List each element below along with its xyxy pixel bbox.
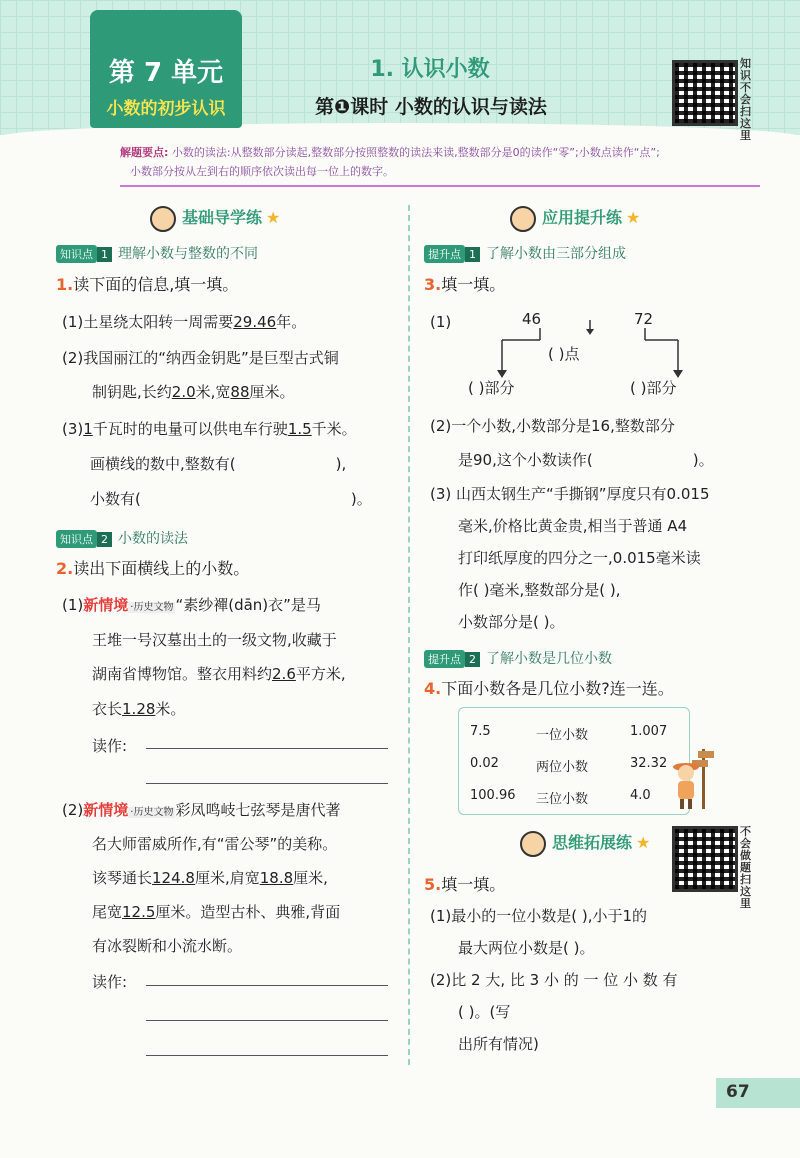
question-3: 3.填一填。 (424, 275, 506, 294)
match-left-item[interactable]: 100.96 (470, 788, 516, 803)
match-right-item[interactable]: 1.007 (630, 724, 668, 739)
answer-line[interactable] (146, 783, 388, 784)
q5-item1-line1: (1)最小的一位小数是( ),小于1的 (430, 907, 648, 925)
q1-integers-line: 画横线的数中,整数有( ), (90, 455, 347, 473)
q3-part-left[interactable]: ( )部分 (468, 379, 515, 397)
q1-item2-line2: 制钥匙,长约2.0米,宽88厘米。 (92, 383, 295, 401)
key-points-line1: 小数的读法:从整数部分读起,整数部分按照整数的读法来读,整数部分是0的读作“零”;小数点读作“点”; (171, 146, 660, 159)
match-left-item[interactable]: 0.02 (470, 756, 499, 771)
question-2: 2.读出下面横线上的小数。 (56, 559, 250, 578)
star-icon: ★ (266, 208, 281, 227)
section-applied: 应用提升练 ★ (510, 205, 640, 231)
q3-item2-line1: (2)一个小数,小数部分是16,整数部分 (430, 417, 675, 435)
lesson-subtitle: 第❶课时 小数的认识与读法 (315, 96, 547, 118)
improvement-point-2: 提升点 2 了解小数是几位小数 (424, 648, 612, 668)
star-icon: ★ (626, 208, 641, 227)
q3-item2-line2: 是90,这个小数读作( )。 (458, 451, 714, 469)
child-face-icon (520, 831, 546, 857)
knowledge-point-2: 知识点 2 小数的读法 (56, 528, 188, 548)
q3-number-46: 46 (522, 310, 542, 328)
q5-item2-line1: (2)比 2 大, 比 3 小 的 一 位 小 数 有 (430, 971, 678, 989)
section-basic: 基础导学练 ★ (150, 205, 280, 231)
answer-line[interactable] (146, 748, 388, 749)
key-points-label: 解题要点: (120, 146, 169, 159)
q2-item2-line5: 有冰裂断和小流水断。 (92, 937, 243, 955)
q1-item2-line1: (2)我国丽江的“纳西金钥匙”是巨型古式铜 (62, 349, 339, 367)
match-right-item[interactable]: 32.32 (630, 756, 668, 771)
page-number: 67 (726, 1082, 750, 1102)
answer-line[interactable] (146, 1020, 388, 1021)
q5-item2-line3: 出所有情况) (458, 1035, 539, 1053)
match-mid-item[interactable]: 一位小数 (536, 728, 589, 743)
improvement-point-1: 提升点 1 了解小数由三部分组成 (424, 243, 626, 263)
qr-code-icon[interactable] (672, 826, 738, 892)
q2-item2-line1: (2)新情境 ·历史文物 彩凤鸣岐七弦琴是唐代著 (62, 801, 341, 819)
section-thinking: 思维拓展练 ★ (520, 830, 650, 856)
q3-item3-line3: 打印纸厚度的四分之一,0.015毫米读 (458, 549, 701, 567)
child-face-icon (510, 206, 536, 232)
q2-item2-line4: 尾宽12.5厘米。造型古朴、典雅,背面 (92, 903, 341, 921)
girl-illustration-icon (668, 745, 718, 815)
match-mid-item[interactable]: 三位小数 (536, 792, 589, 807)
qr-caption: 不会做题扫这里 (740, 825, 751, 910)
question-4: 4.下面小数各是几位小数?连一连。 (424, 679, 674, 698)
column-divider (408, 205, 410, 1065)
q2-item2-line2: 名大师雷威所作,有“雷公琴”的美称。 (92, 835, 338, 853)
q3-item3-line1: (3) 山西太钢生产“手撕钢”厚度只有0.015 (430, 485, 710, 503)
q2-item1-line4: 衣长1.28米。 (92, 700, 186, 718)
match-right-item[interactable]: 4.0 (630, 788, 651, 803)
answer-line[interactable] (146, 1055, 388, 1056)
match-mid-item[interactable]: 两位小数 (536, 760, 589, 775)
q3-item3-line4: 作( )毫米,整数部分是( ), (458, 581, 621, 599)
q1-item3-line1: (3)1千瓦时的电量可以供电车行驶1.5千米。 (62, 420, 357, 438)
key-points-line2: 小数部分按从左到右的顺序依次读出每一位上的数字。 (130, 165, 394, 178)
read-label: 读作: (92, 737, 128, 755)
q3-diagram-arrows (490, 320, 690, 380)
star-icon: ★ (636, 833, 651, 852)
q3-item3-line5: 小数部分是( )。 (458, 613, 565, 631)
q3-number-72: 72 (634, 310, 654, 328)
q2-item1-line3: 湖南省博物馆。整衣用料约2.6平方米, (92, 665, 346, 683)
read-label: 读作: (92, 973, 128, 991)
q1-decimals-line: 小数有( )。 (90, 490, 372, 508)
question-5: 5.填一填。 (424, 875, 506, 894)
q5-item1-line2: 最大两位小数是( )。 (458, 939, 595, 957)
q3-part-right[interactable]: ( )部分 (630, 379, 677, 397)
q2-item1-line1: (1)新情境 ·历史文物 “素纱襌(dān)衣”是马 (62, 596, 321, 614)
qr-code-icon[interactable] (672, 60, 738, 126)
q3-dot-blank[interactable]: ( )点 (548, 345, 580, 363)
q3-item3-line2: 毫米,价格比黄金贵,相当于普通 A4 (458, 517, 688, 535)
q2-item2-line3: 该琴通长124.8厘米,肩宽18.8厘米, (92, 869, 328, 887)
answer-line[interactable] (146, 985, 388, 986)
question-1: 1.读下面的信息,填一填。 (56, 275, 239, 294)
qr-caption: 知识不会扫这里 (740, 57, 751, 142)
match-left-item[interactable]: 7.5 (470, 724, 491, 739)
knowledge-point-1: 知识点 1 理解小数与整数的不同 (56, 243, 258, 263)
q3-item1-label: (1) (430, 313, 452, 331)
q2-item1-line2: 王堆一号汉墓出土的一级文物,收藏于 (92, 631, 337, 649)
q5-item2-line2: ( )。(写 (458, 1003, 511, 1021)
unit-title: 第 7 单元 (108, 58, 224, 88)
child-face-icon (150, 206, 176, 232)
key-points (120, 143, 760, 187)
q1-item1: (1)土星绕太阳转一周需要29.46年。 (62, 313, 307, 331)
lesson-title: 1. 认识小数 (370, 57, 490, 82)
unit-subtitle: 小数的初步认识 (106, 99, 226, 119)
